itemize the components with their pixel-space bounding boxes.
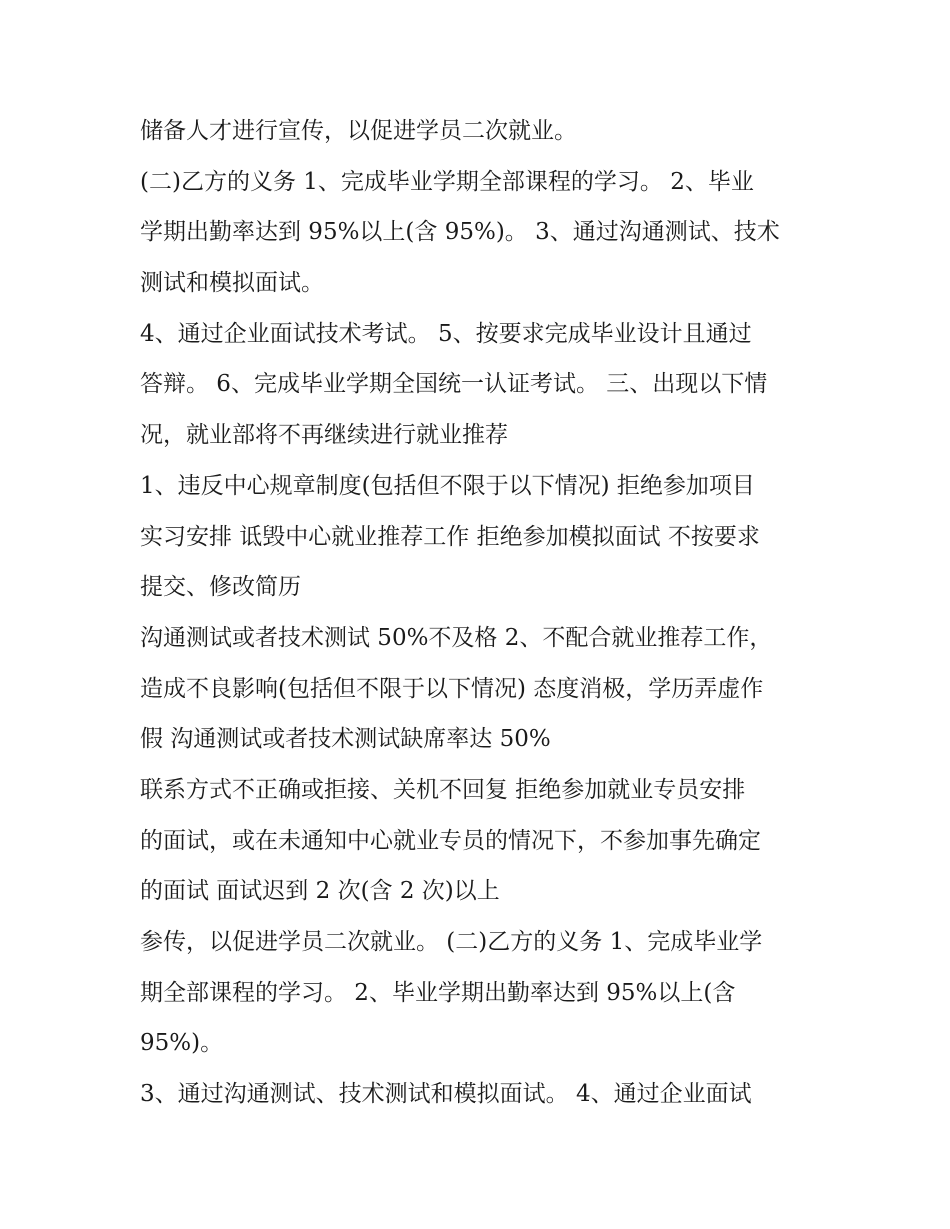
text-line: 3、通过沟通测试、技术测试和模拟面试。 4、通过企业面试 bbox=[140, 1081, 752, 1108]
text-line: 测试和模拟面试。 bbox=[140, 270, 324, 297]
text-line: 答辩。 6、完成毕业学期全国统一认证考试。 三、出现以下情 bbox=[140, 371, 768, 398]
text-line: 的面试 面试迟到 2 次(含 2 次)以上 bbox=[140, 878, 500, 905]
text-line: 的面试，或在未通知中心就业专员的情况下，不参加事先确定 bbox=[140, 827, 761, 854]
text-line: 联系方式不正确或拒接、关机不回复 拒绝参加就业专员安排 bbox=[140, 776, 746, 803]
text-line: 假 沟通测试或者技术测试缺席率达 50% bbox=[140, 726, 551, 753]
text-line: 造成不良影响(包括但不限于以下情况) 态度消极，学历弄虚作 bbox=[140, 675, 764, 702]
text-line: 4、通过企业面试技术考试。 5、按要求完成毕业设计且通过 bbox=[140, 320, 752, 347]
text-line: 期全部课程的学习。 2、毕业学期出勤率达到 95%以上(含 bbox=[140, 979, 736, 1006]
text-line: 储备人才进行宣传，以促进学员二次就业。 bbox=[140, 118, 577, 144]
text-line: (二)乙方的义务 1、完成毕业学期全部课程的学习。 2、毕业 bbox=[140, 168, 754, 195]
text-line: 学期出勤率达到 95%以上(含 95%)。 3、通过沟通测试、技术 bbox=[140, 219, 780, 246]
text-line: 1、违反中心规章制度(包括但不限于以下情况) 拒绝参加项目 bbox=[140, 472, 755, 499]
text-line: 实习安排 诋毁中心就业推荐工作 拒绝参加模拟面试 不按要求 bbox=[140, 523, 760, 550]
text-line: 况，就业部将不再继续进行就业推荐 bbox=[140, 422, 508, 449]
text-line: 95%)。 bbox=[140, 1030, 224, 1057]
text-line: 沟通测试或者技术测试 50%不及格 2、不配合就业推荐工作， bbox=[140, 624, 773, 651]
text-line: 提交、修改简历 bbox=[140, 574, 301, 601]
text-line: 参传，以促进学员二次就业。 (二)乙方的义务 1、完成毕业学 bbox=[140, 929, 763, 955]
document-body bbox=[140, 106, 820, 1120]
